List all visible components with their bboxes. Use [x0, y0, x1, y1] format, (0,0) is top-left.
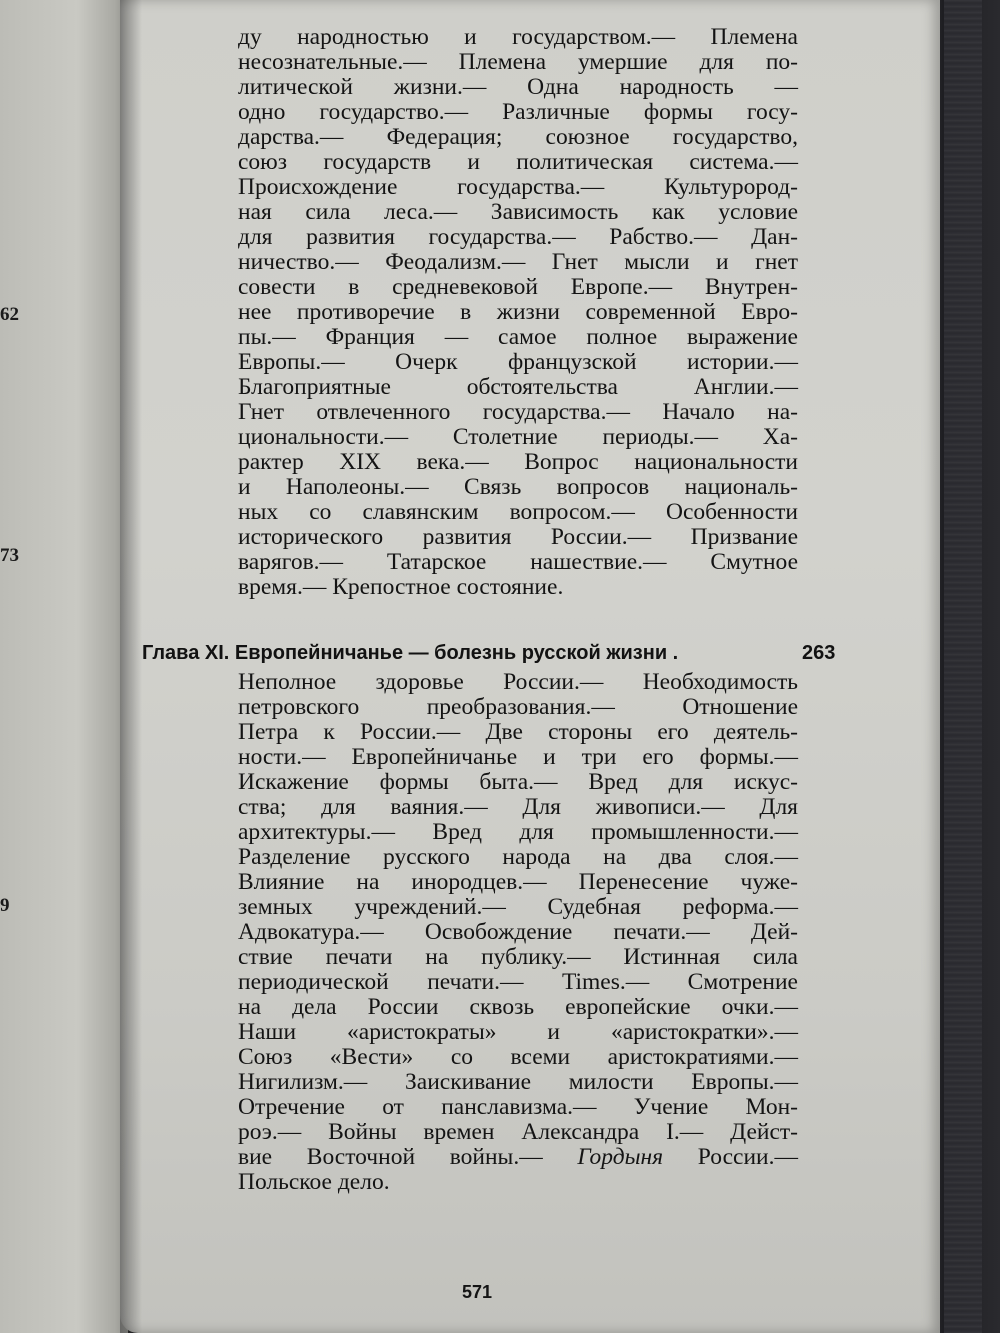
page-number: 571	[462, 1282, 493, 1302]
text-line: роэ.— Войны времен Александра I.— Дейст-	[238, 1119, 798, 1145]
text-line: Союз «Вести» со всеми аристократиями.—	[238, 1044, 798, 1070]
text-line: ная сила леса.— Зависимость как условие	[238, 199, 798, 225]
text-line: Благоприятные обстоятельства Англии.—	[238, 374, 798, 400]
text-line: ства; для ваяния.— Для живописи.— Для	[238, 794, 798, 820]
text-line: Польское дело.	[238, 1169, 390, 1195]
text-line: на дела России сквозь европейские очки.—	[238, 994, 798, 1020]
text-line: для развития государства.— Рабство.— Дан-	[238, 224, 798, 250]
text-line: земных учреждений.— Судебная реформа.—	[238, 894, 798, 920]
left-page	[0, 0, 128, 1333]
text-line: исторического развития России.— Призвание	[238, 524, 798, 550]
chapter-heading	[142, 642, 842, 665]
text-line: Отречение от панславизма.— Учение Мон-	[238, 1094, 798, 1120]
text-line: нее противоречие в жизни современной Евро-	[238, 299, 798, 325]
text-line: ствие печати на публику.— Истинная сила	[238, 944, 798, 970]
text-line: Петра к России.— Две стороны его деятель-	[238, 719, 798, 745]
text-line: одно государство.— Различные формы госу-	[238, 99, 798, 125]
text-segment: России.—	[663, 1144, 798, 1170]
text-line: Влияние на инородцев.— Перенесение чуже-	[238, 869, 798, 895]
text-line: Происхождение государства.— Культурород-	[238, 174, 798, 200]
text-line: Адвокатура.— Освобождение печати.— Дей-	[238, 919, 798, 945]
text-line: время.— Крепостное состояние.	[238, 574, 564, 600]
text-line: пы.— Франция — самое полное выражение	[238, 324, 798, 350]
text-line: периодической печати.— Times.— Смотрение	[238, 969, 798, 995]
left-page-number-1: 62	[0, 304, 19, 325]
text-line: циональности.— Столетние периоды.— Ха-	[238, 424, 798, 450]
toc-entry-text-previous	[238, 25, 798, 600]
text-line: Нигилизм.— Заискивание милости Европы.—	[238, 1069, 798, 1095]
text-line: и Наполеоны.— Связь вопросов националь-	[238, 474, 798, 500]
left-page-number-3: 9	[0, 895, 10, 916]
text-line: варягов.— Татарское нашествие.— Смутное	[238, 549, 798, 575]
spine-shadow	[120, 0, 142, 1333]
book-cover-strip	[944, 0, 982, 1333]
chapter-page-number: 263	[802, 642, 836, 664]
text-line: петровского преобразования.— Отношение	[238, 694, 798, 720]
text-line: Неполное здоровье России.— Необходимость	[238, 669, 798, 695]
text-line: Искажение формы быта.— Вред для искус-	[238, 769, 798, 795]
text-line: архитектуры.— Вред для промышленности.—	[238, 819, 798, 845]
text-line: ных со славянским вопросом.— Особенности	[238, 499, 798, 525]
text-line: рактер XIX века.— Вопрос национальности	[238, 449, 798, 475]
text-line: ду народностью и государством.— Племена	[238, 24, 798, 50]
italic-word: Гордыня	[577, 1144, 664, 1170]
text-line: Гнет отвлеченного государства.— Начало на-	[238, 399, 798, 425]
text-line: Наши «аристократы» и «аристократки».—	[238, 1019, 798, 1045]
text-line: несознательные.— Племена умершие для по-	[238, 49, 798, 75]
text-line: ничество.— Феодализм.— Гнет мысли и гнет	[238, 249, 798, 275]
text-line: дарства.— Федерация; союзное государство,	[238, 124, 798, 150]
text-line: литической жизни.— Одна народность —	[238, 74, 798, 100]
text-line: союз государств и политическая система.—	[238, 149, 798, 175]
text-line-with-italic	[238, 1145, 798, 1170]
chapter-title: Глава XI. Европейничанье — болезнь русской жизни .	[142, 642, 679, 664]
text-line: совести в средневековой Европе.— Внутрен-	[238, 274, 798, 300]
text-line: ности.— Европейничанье и три его формы.—	[238, 744, 798, 770]
text-line: Европы.— Очерк французской истории.—	[238, 349, 798, 375]
text-line: Разделение русского народа на два слоя.—	[238, 844, 798, 870]
text-segment: вие Восточной войны.—	[238, 1144, 578, 1170]
toc-entry-text-chapter-11	[238, 670, 798, 1195]
left-page-number-2: 73	[0, 545, 19, 566]
